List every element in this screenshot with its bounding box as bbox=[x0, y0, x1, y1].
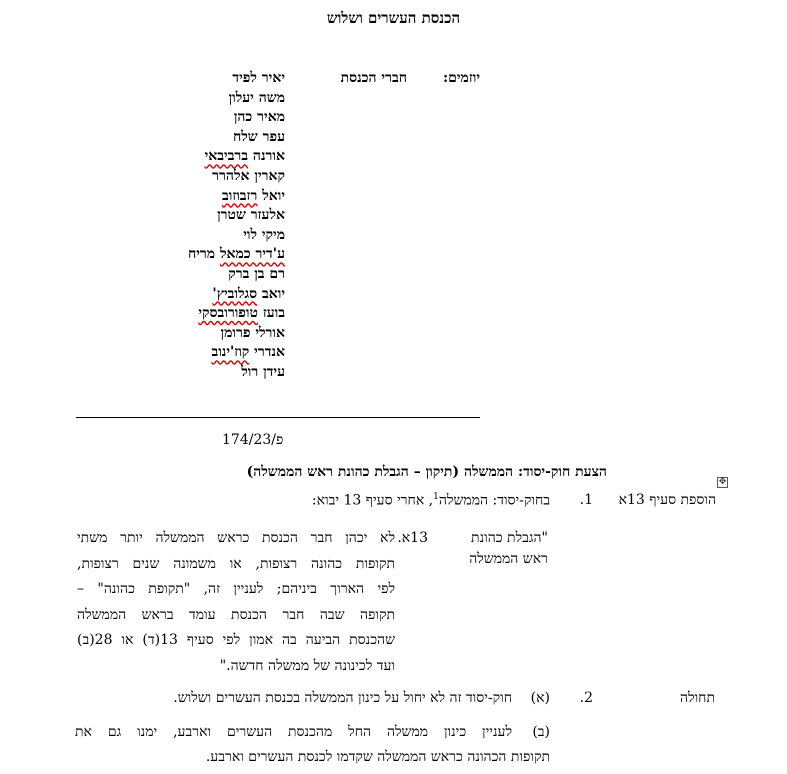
section-2-b-line: לעניין כינון ממשלה החל מהכנסת העשרים וארבע, ימנו גם את bbox=[75, 724, 512, 740]
initiators-role: חברי הכנסת bbox=[340, 70, 407, 86]
initiator-member bbox=[233, 129, 285, 146]
initiator-member bbox=[243, 227, 285, 244]
member-name-part: רם בן ברק bbox=[228, 266, 285, 282]
table-move-handle-icon[interactable]: ✥ bbox=[718, 477, 727, 487]
initiator-member bbox=[217, 207, 285, 224]
section-13a-line: לא יכהן חבר הכנסת כראש הממשלה יותר משתי bbox=[77, 530, 395, 546]
initiator-member bbox=[188, 246, 285, 263]
initiator-member bbox=[241, 364, 285, 381]
member-name-part: ע'דיר כמאל bbox=[219, 246, 285, 263]
member-name-part: קוז'ינוב bbox=[211, 344, 250, 361]
section-2-margin-title: תחולה bbox=[679, 690, 715, 706]
member-name-part: אנדרי bbox=[249, 344, 285, 361]
page-title: הכנסת העשרים ושלוש bbox=[326, 9, 461, 27]
member-name-part: יאיר לפיד bbox=[232, 70, 285, 86]
member-name-part: עידן רול bbox=[241, 364, 285, 380]
footnote-mark: 1 bbox=[433, 492, 439, 502]
initiator-member bbox=[232, 70, 285, 87]
member-name-part: טופורובסקי bbox=[198, 305, 258, 322]
section-1-sub-margin-line1: "הגבלת כהונת bbox=[471, 530, 548, 546]
initiator-member bbox=[228, 266, 285, 283]
section-13a-line: ועד לכינונה של ממשלה חדשה." bbox=[219, 657, 395, 674]
section-1-sub-margin-line2: ראש הממשלה bbox=[469, 551, 548, 567]
section-13a-line: שהכנסת הביעה בה אמון לפי סעיף 13(ד) או 28(ב) bbox=[77, 632, 396, 648]
bill-title: הצעת חוק-יסוד: הממשלה (תיקון – הגבלת כהונת ראש הממשלה) bbox=[246, 464, 607, 480]
member-name-part: רזבוזוב bbox=[221, 187, 258, 204]
member-name-part: אורנה bbox=[248, 148, 285, 165]
separator-line bbox=[76, 417, 480, 418]
member-name-part: בועז bbox=[257, 305, 285, 322]
section-1-margin-title: הוספת סעיף 13א bbox=[618, 492, 716, 508]
member-name-part: ברביבאי bbox=[204, 148, 249, 165]
initiator-member bbox=[234, 109, 285, 126]
member-name-part: יואל bbox=[257, 187, 285, 204]
bill-number: פ/174/23 bbox=[222, 432, 284, 448]
section-1-number: 1. bbox=[579, 492, 593, 508]
initiator-member bbox=[205, 148, 285, 165]
initiator-member bbox=[229, 90, 285, 107]
section-13a-number: 13א. bbox=[397, 530, 428, 546]
initiators-label: יוזמים: bbox=[442, 70, 480, 86]
initiator-member bbox=[198, 305, 285, 322]
section-2-a-label: (א) bbox=[530, 690, 550, 706]
section-2-b-label: (ב) bbox=[532, 724, 550, 740]
member-name-part: אלעזר שטרן bbox=[217, 207, 285, 224]
initiator-member bbox=[221, 325, 285, 342]
section-2-a-text: חוק-יסוד זה לא יחול על כינון הממשלה בכנסת העשרים ושלוש. bbox=[173, 690, 512, 706]
section-13a-line: תקופה שבה חבר הכנסת עומד בראש הממשלה bbox=[77, 606, 395, 623]
section-13a-line: לפי הארוך ביניהם; לעניין זה, "תקופת כהונה" – bbox=[77, 581, 395, 597]
section-2-b-line: תקופות הכהונה כראש הממשלה שקדמו לכנסת העשרים וארבע. bbox=[205, 749, 550, 765]
member-name-part: מיקי לוי bbox=[243, 226, 285, 243]
initiator-member bbox=[211, 344, 285, 361]
member-name-part: יואב bbox=[257, 285, 285, 302]
initiator-member bbox=[222, 188, 285, 205]
member-name-part: מאיר כהן bbox=[233, 109, 285, 126]
member-name-part: עפר שלח bbox=[232, 128, 285, 145]
section-1-intro-after: , אחרי סעיף 13 יבוא: bbox=[311, 492, 434, 509]
section-1-intro-before: בחוק-יסוד: הממשלה bbox=[438, 492, 550, 509]
member-name-part: משה יעלון bbox=[228, 89, 285, 106]
initiator-member bbox=[212, 286, 285, 303]
section-13a-line: תקופות כהונה רצופות, או משמונה שנים רצופות, bbox=[77, 555, 395, 572]
member-name-part: סגלוביץ' bbox=[212, 285, 258, 302]
section-1-intro bbox=[312, 492, 550, 510]
member-name-part: קארין אלהרר bbox=[212, 168, 285, 184]
member-name-part: מריח bbox=[187, 246, 220, 263]
member-name-part: אורלי פרומן bbox=[220, 324, 285, 341]
section-2-number: 2. bbox=[579, 690, 593, 706]
initiator-member bbox=[212, 168, 285, 185]
